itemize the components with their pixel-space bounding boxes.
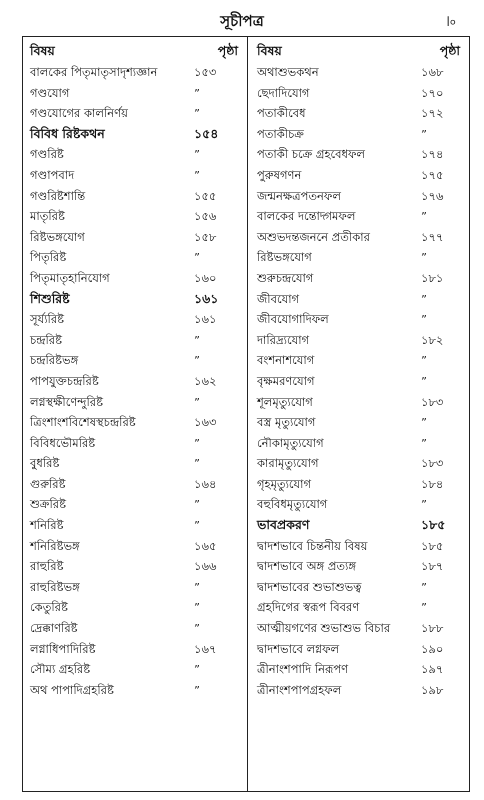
entry-subject: ছেদাদিযোগ xyxy=(257,85,310,100)
entry-subject: পিতৃরিষ্ট xyxy=(30,250,67,265)
subject-heading: বিষয় xyxy=(257,43,282,58)
entry-subject: পতাকীচক্র xyxy=(257,126,304,141)
toc-entry xyxy=(249,474,470,495)
toc-entry xyxy=(22,556,248,577)
toc-entry xyxy=(22,124,248,145)
entry-page: ” xyxy=(421,497,427,512)
toc-entry xyxy=(249,515,470,536)
entry-page: ১৫৫ xyxy=(194,188,217,203)
toc-entry xyxy=(22,453,248,474)
entry-page: ” xyxy=(421,600,427,615)
page-number: ।৹ xyxy=(444,12,456,30)
entry-subject: বৃক্ষমরণযোগ xyxy=(257,373,315,388)
entry-page: ১৬৬ xyxy=(194,559,217,574)
toc-entry xyxy=(249,289,470,310)
entry-page: ” xyxy=(194,147,200,162)
toc-entry xyxy=(249,453,470,474)
entry-subject: ত্রীনাংশপাদি নিরূপণ xyxy=(257,662,349,677)
entry-page: ” xyxy=(194,167,200,182)
subject-heading: বিষয় xyxy=(30,43,55,58)
entry-subject: পিতৃমাতৃহানিযোগ xyxy=(30,270,110,285)
entry-subject: অথাশুভকথন xyxy=(257,65,319,79)
toc-entry xyxy=(249,494,470,515)
entry-page: ” xyxy=(421,353,427,368)
toc-entry xyxy=(249,680,470,701)
toc-entry xyxy=(22,289,248,310)
entry-page: ” xyxy=(194,682,200,697)
toc-entry xyxy=(249,433,470,454)
toc-entry xyxy=(249,536,470,557)
right-column xyxy=(249,36,470,700)
entry-page: ১৫৩ xyxy=(194,65,217,79)
entry-page: ” xyxy=(421,579,427,594)
toc-entry xyxy=(22,474,248,495)
entry-subject: গণ্ডরিষ্টশান্তি xyxy=(30,188,86,203)
entry-subject: নৌকামৃত্যুযোগ xyxy=(257,435,324,450)
entry-page: ” xyxy=(194,518,200,533)
toc-entry xyxy=(22,330,248,351)
entry-page: ” xyxy=(421,435,427,450)
toc-entry xyxy=(22,659,248,680)
toc-entry xyxy=(249,62,470,83)
entry-subject: শূলমৃত্যুযোগ xyxy=(257,394,313,409)
entry-subject: বংশনাশযোগ xyxy=(257,353,315,368)
toc-entry xyxy=(249,144,470,165)
entry-page: ” xyxy=(421,415,427,430)
entry-page: ” xyxy=(421,126,427,141)
entry-page: ” xyxy=(194,106,200,121)
entry-subject: শিশুরিষ্ট xyxy=(30,290,70,306)
entry-page: ১৮২ xyxy=(421,332,444,347)
entry-subject: লগ্নস্থক্ষীণেন্দুরিষ্ট xyxy=(30,394,104,409)
entry-page: ” xyxy=(194,579,200,594)
entry-subject: চন্দ্ররিষ্টভঙ্গ xyxy=(30,353,79,368)
entry-page: ১৬৫ xyxy=(194,538,217,553)
entry-subject: গণ্ডযোগ xyxy=(30,85,70,100)
toc-entry xyxy=(22,350,248,371)
toc-entry xyxy=(22,186,248,207)
entry-subject: দ্রেক্কাণরিষ্ট xyxy=(30,621,78,636)
toc-entry xyxy=(22,247,248,268)
toc-entry xyxy=(249,556,470,577)
entry-page: ১৬১ xyxy=(194,290,219,306)
entry-subject: সূর্য্যরিষ্ট xyxy=(30,312,65,327)
toc-entry xyxy=(249,639,470,660)
toc-entry xyxy=(249,83,470,104)
entry-subject: পুরুষগণন xyxy=(257,167,302,182)
entry-page: ১৮৩ xyxy=(421,456,444,471)
entry-subject: গণ্ডযোগের কালনির্ণয় xyxy=(30,106,128,121)
entry-page: ” xyxy=(194,250,200,265)
entry-page: ” xyxy=(194,353,200,368)
toc-entry xyxy=(22,515,248,536)
entry-subject: ত্রিংশাংশবিশেষস্থচন্দ্ররিষ্ট xyxy=(30,415,136,430)
entry-subject: অথ পাপাদিগ্রহরিষ্ট xyxy=(30,682,114,697)
entry-subject: পাপযুক্তচন্দ্ররিষ্ট xyxy=(30,373,99,388)
toc-entry xyxy=(22,412,248,433)
entry-page: ১৬৮ xyxy=(421,65,444,79)
entry-page: ১৮৩ xyxy=(421,394,444,409)
entry-page: ” xyxy=(194,662,200,677)
entry-subject: সৌম্য গ্রহরিষ্ট xyxy=(30,662,91,677)
entry-page: ” xyxy=(194,497,200,512)
toc-entry xyxy=(22,433,248,454)
toc-entry xyxy=(249,659,470,680)
entry-subject: বহুবিধমৃত্যুযোগ xyxy=(257,497,328,512)
entry-subject: মাতৃরিষ্ট xyxy=(30,209,65,224)
toc-entry xyxy=(22,83,248,104)
toc-entry xyxy=(249,309,470,330)
entry-subject: শুরুচন্দ্রযোগ xyxy=(257,270,314,285)
entry-subject: বিবিধ রিষ্টকথন xyxy=(30,125,105,141)
toc-entry xyxy=(249,392,470,413)
entry-page: ১৭০ xyxy=(421,85,444,100)
entry-subject: রাহুরিষ্ট xyxy=(30,559,64,574)
toc-entry xyxy=(22,309,248,330)
entry-subject: কারামৃত্যুযোগ xyxy=(257,456,319,471)
toc-entry xyxy=(22,680,248,701)
entry-page: ১৯৭ xyxy=(421,662,444,677)
entry-page: ১৯০ xyxy=(421,641,444,656)
toc-entry xyxy=(22,144,248,165)
entry-subject: গৃহমৃত্যুযোগ xyxy=(257,476,312,491)
entry-page: ১৭৬ xyxy=(421,188,444,203)
toc-entry xyxy=(22,639,248,660)
entry-subject: গণ্ডাপবাদ xyxy=(30,167,75,182)
entry-subject: শুক্ররিষ্ট xyxy=(30,497,67,512)
toc-entry xyxy=(249,268,470,289)
entry-subject: দ্বাদশভাবে লগ্নফল xyxy=(257,641,340,656)
toc-entry xyxy=(249,247,470,268)
entry-page: ” xyxy=(194,394,200,409)
entry-page: ১৬৪ xyxy=(194,476,217,491)
entry-subject: গ্রহদিগের স্বরূপ বিবরণ xyxy=(257,600,360,615)
entry-page: ” xyxy=(421,312,427,327)
entry-subject: জীবযোগ xyxy=(257,291,300,306)
entry-page: ” xyxy=(194,456,200,471)
entry-page: ” xyxy=(194,85,200,100)
toc-entry xyxy=(249,330,470,351)
toc-entry xyxy=(249,124,470,145)
entry-subject: পতাকীবেধ xyxy=(257,106,306,121)
toc-entry xyxy=(22,494,248,515)
entry-page: ” xyxy=(194,435,200,450)
entry-subject: পতাকী চক্রে গ্রহবেধফল xyxy=(257,147,365,162)
toc-entry xyxy=(249,618,470,639)
entry-subject: ভাবপ্রকরণ xyxy=(257,517,310,533)
toc-entry xyxy=(22,371,248,392)
entry-subject: বালকের পিতৃমাতৃসাদৃশ্যজ্ঞান xyxy=(30,65,158,79)
entry-page: ১৮৭ xyxy=(421,559,444,574)
toc-entry xyxy=(22,536,248,557)
toc-entry xyxy=(22,103,248,124)
toc-entry xyxy=(22,268,248,289)
toc-entry xyxy=(22,577,248,598)
entry-page: ” xyxy=(194,332,200,347)
entry-subject: বুধরিষ্ট xyxy=(30,456,60,471)
toc-entry xyxy=(22,618,248,639)
toc-entry xyxy=(249,577,470,598)
entry-subject: দারিদ্র্যযোগ xyxy=(257,332,310,347)
entry-subject: রিষ্টভঙ্গযোগ xyxy=(257,250,312,265)
entry-page: ১৬২ xyxy=(194,373,217,388)
entry-page: ১৬৩ xyxy=(194,415,217,430)
entry-page: ১৭৭ xyxy=(421,229,444,244)
entry-subject: শনিরিষ্ট xyxy=(30,518,64,533)
toc-entry xyxy=(249,206,470,227)
entry-page: ১৭২ xyxy=(421,106,444,121)
entry-page: ১৮৮ xyxy=(421,621,444,636)
entry-subject: রাহুরিষ্টভঙ্গ xyxy=(30,579,80,594)
page-heading: পৃষ্ঠা xyxy=(217,43,238,58)
entry-page: ১৫৬ xyxy=(194,209,217,224)
entry-page: ” xyxy=(194,600,200,615)
entry-subject: জীবযোগাদিফল xyxy=(257,312,329,327)
entry-page: ১৫৪ xyxy=(194,125,219,141)
entry-page: ১৮৪ xyxy=(421,476,444,491)
toc-entry xyxy=(249,165,470,186)
entry-subject: দ্বাদশভাবে অঙ্গ প্রত্যঙ্গ xyxy=(257,559,357,574)
entry-subject: রিষ্টভঙ্গযোগ xyxy=(30,229,85,244)
entry-subject: বিবিধভৌমরিষ্ট xyxy=(30,435,96,450)
entry-subject: শনিরিষ্টভঙ্গ xyxy=(30,538,80,553)
entry-page: ” xyxy=(421,291,427,306)
entry-page: ১৯৮ xyxy=(421,682,444,697)
entry-subject: চন্দ্ররিষ্ট xyxy=(30,332,63,347)
toc-entry xyxy=(22,165,248,186)
entry-subject: দ্বাদশভাবের শুভাশুভত্ব xyxy=(257,579,362,594)
entry-page: ” xyxy=(421,209,427,224)
entry-page: ১৮১ xyxy=(421,270,444,285)
toc-entry xyxy=(22,206,248,227)
toc-entry xyxy=(22,392,248,413)
entry-page: ১৬৭ xyxy=(194,641,217,656)
toc-entry xyxy=(249,597,470,618)
entry-subject: আত্মীয়গণের শুভাশুভ বিচার xyxy=(257,621,391,636)
toc-entry xyxy=(22,597,248,618)
page-title: সূচীপত্র xyxy=(220,12,264,30)
entry-subject: লগ্নাধিপাদিরিষ্ট xyxy=(30,641,96,656)
entry-page: ১৭৪ xyxy=(421,147,444,162)
left-column-header xyxy=(22,36,248,62)
entry-page: ” xyxy=(421,373,427,388)
toc-entry xyxy=(249,186,470,207)
toc-entry xyxy=(249,350,470,371)
toc-entry xyxy=(249,227,470,248)
page-header xyxy=(0,4,484,34)
entry-page: ১৭৫ xyxy=(421,167,444,182)
left-column xyxy=(22,36,248,700)
entry-page: ১৫৮ xyxy=(194,229,217,244)
toc-entry xyxy=(22,227,248,248)
entry-page: ১৬০ xyxy=(194,270,217,285)
entry-subject: জন্মনক্ষত্রপতনফল xyxy=(257,188,341,203)
entry-subject: অশুভদন্তজননে প্রতীকার xyxy=(257,229,370,244)
entry-page: ” xyxy=(194,621,200,636)
toc-entry xyxy=(22,62,248,83)
entry-subject: কেতুরিষ্ট xyxy=(30,600,68,615)
entry-page: ১৮৫ xyxy=(421,517,446,533)
entry-subject: বালকের দন্তোদ্গমফল xyxy=(257,209,356,224)
entry-subject: ত্রীনাংশপাপগ্রহফল xyxy=(257,682,342,697)
entry-subject: দ্বাদশভাবে চিন্তনীয় বিষয় xyxy=(257,538,368,553)
toc-entry xyxy=(249,412,470,433)
entry-subject: বস্ত্র মৃত্যুযোগ xyxy=(257,415,316,430)
toc-entry xyxy=(249,103,470,124)
entry-subject: গণ্ডরিষ্ট xyxy=(30,147,64,162)
right-column-header xyxy=(249,36,470,62)
entry-subject: গুরুরিষ্ট xyxy=(30,476,66,491)
page-heading: পৃষ্ঠা xyxy=(439,43,460,58)
entry-page: ১৬১ xyxy=(194,312,217,327)
entry-page: ১৮৫ xyxy=(421,538,444,553)
toc-entry xyxy=(249,371,470,392)
entry-page: ” xyxy=(421,250,427,265)
